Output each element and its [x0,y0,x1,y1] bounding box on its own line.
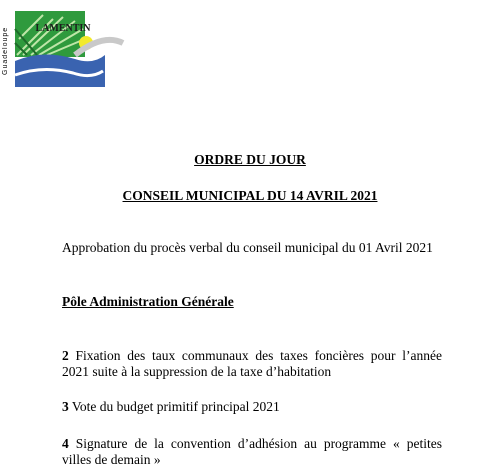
agenda-item-number: 3 [62,399,69,414]
agenda-item [62,399,442,415]
agenda-item-number: 2 [62,348,69,363]
agenda-item-text: Vote du budget primitif principal 2021 [68,399,280,414]
agenda-item [62,436,442,467]
logo-graphic [13,9,125,89]
logo-region-text: Guadeloupe [2,26,9,76]
agenda-item-text: Fixation des taux communaux des taxes foncières pour l’année 2021 suite à la suppression de la taxe d’habitation [62,348,442,379]
agenda-item-text: Signature de la convention d’adhésion au programme « petites villes de demain » [62,436,442,467]
section-title: Pôle Administration Générale [62,294,234,309]
intro-paragraph: Approbation du procès verbal du conseil municipal du 01 Avril 2021 [62,240,433,255]
document-title: ORDRE DU JOUR [194,152,306,167]
agenda-item-number: 4 [62,436,69,451]
logo-brand-text: LAMENTIN [35,23,91,34]
town-logo [13,9,125,89]
document-subtitle: CONSEIL MUNICIPAL DU 14 AVRIL 2021 [122,188,378,203]
agenda-item [62,348,442,379]
